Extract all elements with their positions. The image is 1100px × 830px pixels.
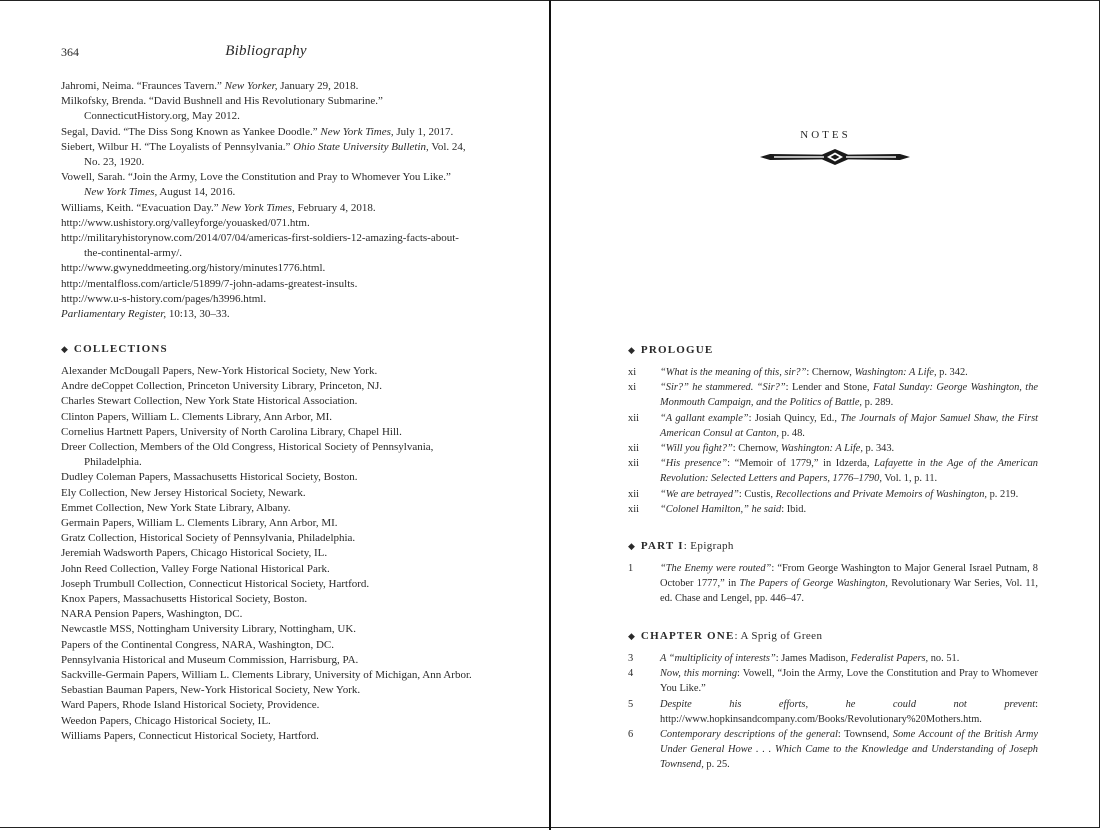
running-head [61, 43, 471, 63]
section-heading: ◆ COLLECTIONS [61, 343, 168, 355]
collection-item: Weedon Papers, Chicago Historical Society, IL. [61, 714, 271, 727]
bibliography-entry: Segal, David. “The Diss Song Known as Yankee Doodle.” New York Times, July 1, 2017. [61, 125, 454, 138]
notes-section-chapter-one [628, 629, 1038, 773]
collection-item: Gratz Collection, Historical Society of Pennsylvania, Philadelphia. [61, 532, 356, 545]
collection-item: Jeremiah Wadsworth Papers, Chicago Historical Society, IL. [61, 547, 328, 560]
note-entry: xii “Colonel Hamilton,” he said: Ibid. [628, 503, 807, 515]
collection-item: Ely Collection, New Jersey Historical Society, Newark. [61, 486, 306, 499]
collection-item: Dreer Collection, Members of the Old Congress, Historical Society of Pennsylvania, Philadelphia. [61, 441, 434, 469]
diamond-bullet-icon: ◆ [61, 344, 68, 354]
collection-item: Germain Papers, William L. Clements Library, Ann Arbor, MI. [61, 517, 338, 530]
collection-item: Papers of the Continental Congress, NARA, Washington, DC. [61, 638, 334, 651]
page-number: 364 [61, 45, 79, 59]
collection-item: Charles Stewart Collection, New York State Historical Association. [61, 395, 358, 408]
note-entry: xi “Sir?” he stammered. “Sir?”: Lender and Stone, Fatal Sunday: George Washington, the Monmouth Campaign, and the Politics of Battle, p. 289. [628, 382, 1039, 409]
note-entry: 1 “The Enemy were routed”: “From George Washington to Major General Israel Putnam, 8 October 1777,” in The Papers of George Washington, Revolutionary War Series, Vol. 11, ed. Chase and Lengel, pp. 446–47. [628, 563, 1039, 605]
note-entry: 6 Contemporary descriptions of the general: Townsend, Some Account of the British Army Under General Howe . . . Which Came to the Knowledge and Understanding of Joseph Townsend, p. 25. [628, 729, 1038, 771]
note-entry: xi “What is the meaning of this, sir?”: Chernow, Washington: A Life, p. 342. [628, 367, 968, 378]
collection-item: Joseph Trumbull Collection, Connecticut Historical Society, Hartford. [61, 577, 370, 590]
section-heading: ◆ PROLOGUE [628, 344, 714, 356]
collection-item: John Reed Collection, Valley Forge National Historical Park. [61, 562, 330, 575]
section-heading: ◆ CHAPTER ONE: A Sprig of Green [628, 630, 823, 642]
collection-item: Sackville-Germain Papers, William L. Clements Library, University of Michigan, Ann Arbor. [61, 669, 472, 682]
collection-item: Cornelius Hartnett Papers, University of North Carolina Library, Chapel Hill. [61, 425, 402, 438]
bibliography-url: http://www.u-s-history.com/pages/h3996.html. [61, 292, 267, 305]
bibliography-entry: Williams, Keith. “Evacuation Day.” New York Times, February 4, 2018. [61, 201, 376, 214]
notes-section-prologue [628, 343, 1038, 517]
diamond-bullet-icon: ◆ [628, 345, 635, 355]
diamond-bullet-icon: ◆ [628, 631, 635, 641]
section-heading: ◆ PART I: Epigraph [628, 540, 734, 552]
collection-item: Knox Papers, Massachusetts Historical Society, Boston. [61, 593, 308, 606]
notes-section-part-one [628, 539, 1038, 607]
diamond-rule-ornament-icon [760, 146, 910, 168]
bibliography-entry: Milkofsky, Brenda. “David Bushnell and His Revolutionary Submarine.” ConnecticutHistory.org, May 2012. [61, 95, 383, 123]
collection-item: Clinton Papers, William L. Clements Library, Ann Arbor, MI. [61, 410, 333, 423]
collection-item: Pennsylvania Historical and Museum Commission, Harrisburg, PA. [61, 653, 359, 666]
collection-item: Sebastian Bauman Papers, New-York Historical Society, New York. [61, 684, 361, 697]
collection-item: Williams Papers, Connecticut Historical Society, Hartford. [61, 729, 319, 742]
bibliography-entry: Jahromi, Neima. “Fraunces Tavern.” New Yorker, January 29, 2018. [61, 80, 359, 92]
diamond-bullet-icon: ◆ [628, 541, 635, 551]
bibliography-url: http://www.ushistory.org/valleyforge/youasked/071.htm. [61, 216, 310, 229]
collection-item: Ward Papers, Rhode Island Historical Society, Providence. [61, 699, 320, 712]
bibliography-list [61, 79, 473, 322]
collection-item: Andre deCoppet Collection, Princeton University Library, Princeton, NJ. [61, 380, 382, 393]
note-entry: 5 Despite his efforts, he could not prevent: http://www.hopkinsandcompany.com/Books/Revolutionary%20Mothers.htm. [628, 698, 1038, 725]
left-page [0, 0, 549, 828]
running-title: Bibliography [225, 43, 307, 59]
collections-section [61, 342, 473, 744]
note-entry: 3 A “multiplicity of interests”: James Madison, Federalist Papers, no. 51. [628, 653, 960, 664]
collection-item: Dudley Coleman Papers, Massachusetts Historical Society, Boston. [61, 471, 358, 484]
note-entry: xii “Will you fight?”: Chernow, Washington: A Life, p. 343. [628, 443, 895, 455]
collection-item: Emmet Collection, New York State Library, Albany. [61, 501, 291, 514]
note-entry: xii “We are betrayed”: Custis, Recollections and Private Memoirs of Washington, p. 219. [628, 488, 1019, 500]
bibliography-entry: Vowell, Sarah. “Join the Army, Love the Constitution and Pray to Whomever You Like.” New York Times, August 14, 2016. [61, 171, 451, 199]
collection-item: Alexander McDougall Papers, New-York Historical Society, New York. [61, 365, 378, 377]
collection-item: Newcastle MSS, Nottingham University Library, Nottingham, UK. [61, 623, 357, 636]
collection-item: NARA Pension Papers, Washington, DC. [61, 608, 243, 621]
note-entry: 4 Now, this morning: Vowell, “Join the Army, Love the Constitution and Pray to Whomever You Like.” [628, 668, 1038, 695]
bibliography-entry: Siebert, Wilbur H. “The Loyalists of Pennsylvania.” Ohio State University Bulletin, Vol. 24, No. 23, 1920. [61, 140, 466, 169]
bibliography-url: http://mentalfloss.com/article/51899/7-john-adams-greatest-insults. [61, 277, 358, 290]
bibliography-url: http://militaryhistorynow.com/2014/07/04/americas-first-soldiers-12-amazing-facts-about-the-continental-army/. [61, 232, 459, 260]
right-page [551, 0, 1100, 828]
note-entry: xii “A gallant example”: Josiah Quincy, Ed., The Journals of Major Samuel Shaw, the First American Consul at Canton, p. 48. [628, 412, 1038, 439]
bibliography-entry: Parliamentary Register, 10:13, 30–33. [61, 308, 230, 321]
note-entry: xii “His presence”: “Memoir of 1779,” in Idzerda, Lafayette in the Age of the American Revolution: Selected Letters and Papers, 1776–1790, Vol. 1, p. 11. [628, 458, 1038, 485]
bibliography-url: http://www.gwyneddmeeting.org/history/minutes1776.html. [61, 262, 326, 275]
notes-title: NOTES [800, 129, 851, 141]
